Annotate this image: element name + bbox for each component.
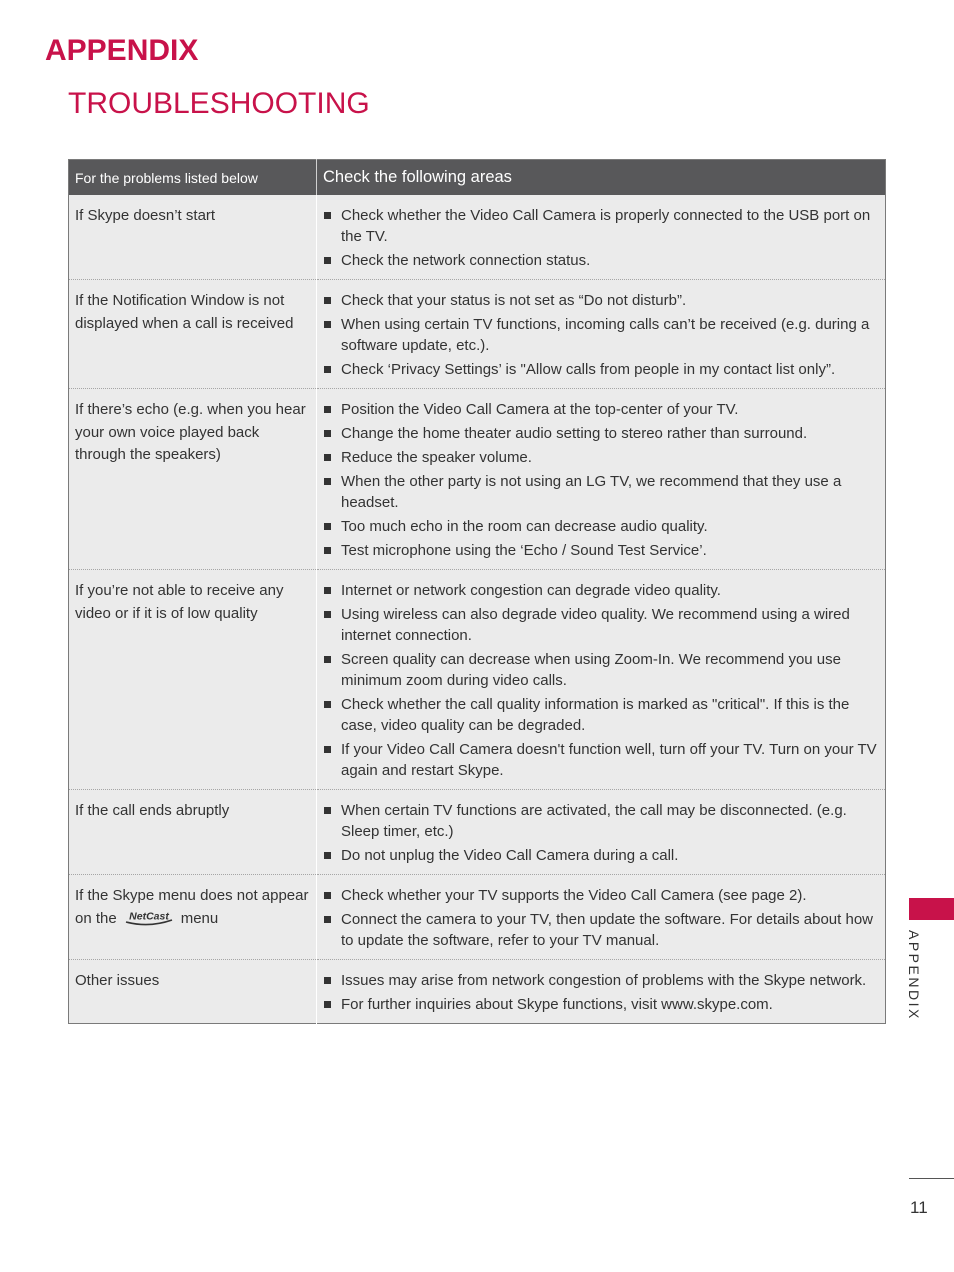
square-bullet-icon bbox=[324, 257, 331, 264]
square-bullet-icon bbox=[324, 523, 331, 530]
list-item bbox=[323, 694, 879, 736]
list-item bbox=[323, 540, 879, 561]
check-text: For further inquiries about Skype functions, visit www.skype.com. bbox=[341, 996, 773, 1013]
square-bullet-icon bbox=[324, 478, 331, 485]
section-title: APPENDIX bbox=[45, 34, 199, 67]
checks-cell bbox=[317, 790, 886, 875]
table-row bbox=[69, 790, 886, 875]
square-bullet-icon bbox=[324, 1001, 331, 1008]
list-item bbox=[323, 994, 879, 1015]
list-item bbox=[323, 909, 879, 951]
checks-list bbox=[323, 205, 879, 271]
table-row bbox=[69, 570, 886, 790]
square-bullet-icon bbox=[324, 852, 331, 859]
page-title: TROUBLESHOOTING bbox=[68, 87, 370, 120]
square-bullet-icon bbox=[324, 297, 331, 304]
checks-cell bbox=[317, 195, 886, 280]
table-header-row bbox=[69, 160, 886, 196]
column-header-problem: For the problems listed below bbox=[69, 160, 317, 196]
list-item bbox=[323, 399, 879, 420]
check-text: If your Video Call Camera doesn't function well, turn off your TV. Turn on your TV again and restart Skype. bbox=[341, 741, 877, 779]
checks-list bbox=[323, 290, 879, 380]
netcast-logo-icon bbox=[123, 909, 175, 927]
checks-list bbox=[323, 800, 879, 866]
list-item bbox=[323, 649, 879, 691]
problem-text: If the Skype menu does not appear on the bbox=[75, 887, 309, 927]
check-text: Issues may arise from network congestion of problems with the Skype network. bbox=[341, 972, 867, 989]
square-bullet-icon bbox=[324, 587, 331, 594]
check-text: Check the network connection status. bbox=[341, 252, 591, 269]
table-row bbox=[69, 195, 886, 280]
check-text: Check that your status is not set as “Do not disturb”. bbox=[341, 292, 687, 309]
list-item bbox=[323, 250, 879, 271]
list-item bbox=[323, 604, 879, 646]
problem-text-after: menu bbox=[180, 909, 219, 927]
page-number: 11 bbox=[910, 1198, 928, 1217]
square-bullet-icon bbox=[324, 746, 331, 753]
table-row bbox=[69, 875, 886, 960]
square-bullet-icon bbox=[324, 977, 331, 984]
checks-list bbox=[323, 970, 879, 1015]
checks-cell bbox=[317, 960, 886, 1024]
list-item bbox=[323, 423, 879, 444]
problem-cell: If the Notification Window is not displayed when a call is received bbox=[69, 280, 317, 389]
list-item bbox=[323, 359, 879, 380]
list-item bbox=[323, 970, 879, 991]
check-text: Check whether the call quality information is marked as "critical". If this is the case, video quality can be degraded. bbox=[341, 696, 850, 734]
netcast-logo-text: NetCast bbox=[128, 910, 169, 922]
table-row bbox=[69, 389, 886, 570]
list-item bbox=[323, 205, 879, 247]
square-bullet-icon bbox=[324, 916, 331, 923]
footer-divider bbox=[909, 1178, 954, 1179]
square-bullet-icon bbox=[324, 807, 331, 814]
side-section-label: APPENDIX bbox=[906, 930, 922, 1021]
problem-cell: If the call ends abruptly bbox=[69, 790, 317, 875]
check-text: Too much echo in the room can decrease audio quality. bbox=[341, 518, 708, 535]
problem-cell: If there’s echo (e.g. when you hear your own voice played back through the speakers) bbox=[69, 389, 317, 570]
check-text: Position the Video Call Camera at the top-center of your TV. bbox=[341, 401, 739, 418]
troubleshooting-table bbox=[68, 159, 886, 1024]
check-text: Check whether your TV supports the Video Call Camera (see page 2). bbox=[341, 887, 807, 904]
checks-cell bbox=[317, 389, 886, 570]
check-text: Using wireless can also degrade video quality. We recommend using a wired internet connection. bbox=[341, 606, 850, 644]
list-item bbox=[323, 447, 879, 468]
problem-cell: If Skype doesn’t start bbox=[69, 195, 317, 280]
section-tab-marker bbox=[909, 898, 954, 920]
column-header-check: Check the following areas bbox=[317, 160, 886, 196]
list-item bbox=[323, 845, 879, 866]
square-bullet-icon bbox=[324, 366, 331, 373]
square-bullet-icon bbox=[324, 701, 331, 708]
checks-cell bbox=[317, 280, 886, 389]
checks-list bbox=[323, 399, 879, 561]
check-text: When using certain TV functions, incoming calls can’t be received (e.g. during a software update, etc.). bbox=[341, 316, 870, 354]
check-text: Connect the camera to your TV, then update the software. For details about how to update the software, refer to your TV manual. bbox=[341, 911, 873, 949]
check-text: Check whether the Video Call Camera is properly connected to the USB port on the TV. bbox=[341, 207, 871, 245]
check-text: Reduce the speaker volume. bbox=[341, 449, 532, 466]
table-row bbox=[69, 960, 886, 1024]
square-bullet-icon bbox=[324, 212, 331, 219]
check-text: Change the home theater audio setting to stereo rather than surround. bbox=[341, 425, 808, 442]
square-bullet-icon bbox=[324, 321, 331, 328]
square-bullet-icon bbox=[324, 611, 331, 618]
square-bullet-icon bbox=[324, 547, 331, 554]
square-bullet-icon bbox=[324, 430, 331, 437]
table-row bbox=[69, 280, 886, 389]
check-text: Test microphone using the ‘Echo / Sound Test Service’. bbox=[341, 542, 707, 559]
list-item bbox=[323, 290, 879, 311]
list-item bbox=[323, 314, 879, 356]
square-bullet-icon bbox=[324, 406, 331, 413]
list-item bbox=[323, 580, 879, 601]
problem-cell: Other issues bbox=[69, 960, 317, 1024]
check-text: When the other party is not using an LG TV, we recommend that they use a headset. bbox=[341, 473, 842, 511]
checks-cell bbox=[317, 875, 886, 960]
checks-list bbox=[323, 580, 879, 781]
square-bullet-icon bbox=[324, 454, 331, 461]
list-item bbox=[323, 885, 879, 906]
check-text: Internet or network congestion can degrade video quality. bbox=[341, 582, 721, 599]
check-text: Screen quality can decrease when using Zoom-In. We recommend you use minimum zoom during video calls. bbox=[341, 651, 841, 689]
square-bullet-icon bbox=[324, 656, 331, 663]
problem-cell: If you’re not able to receive any video or if it is of low quality bbox=[69, 570, 317, 790]
list-item bbox=[323, 739, 879, 781]
checks-list bbox=[323, 885, 879, 951]
square-bullet-icon bbox=[324, 892, 331, 899]
check-text: Check ‘Privacy Settings’ is "Allow calls from people in my contact list only”. bbox=[341, 361, 836, 378]
list-item bbox=[323, 800, 879, 842]
list-item bbox=[323, 471, 879, 513]
list-item bbox=[323, 516, 879, 537]
check-text: Do not unplug the Video Call Camera during a call. bbox=[341, 847, 679, 864]
checks-cell bbox=[317, 570, 886, 790]
problem-cell bbox=[69, 875, 317, 960]
check-text: When certain TV functions are activated, the call may be disconnected. (e.g. Sleep timer, etc.) bbox=[341, 802, 847, 840]
